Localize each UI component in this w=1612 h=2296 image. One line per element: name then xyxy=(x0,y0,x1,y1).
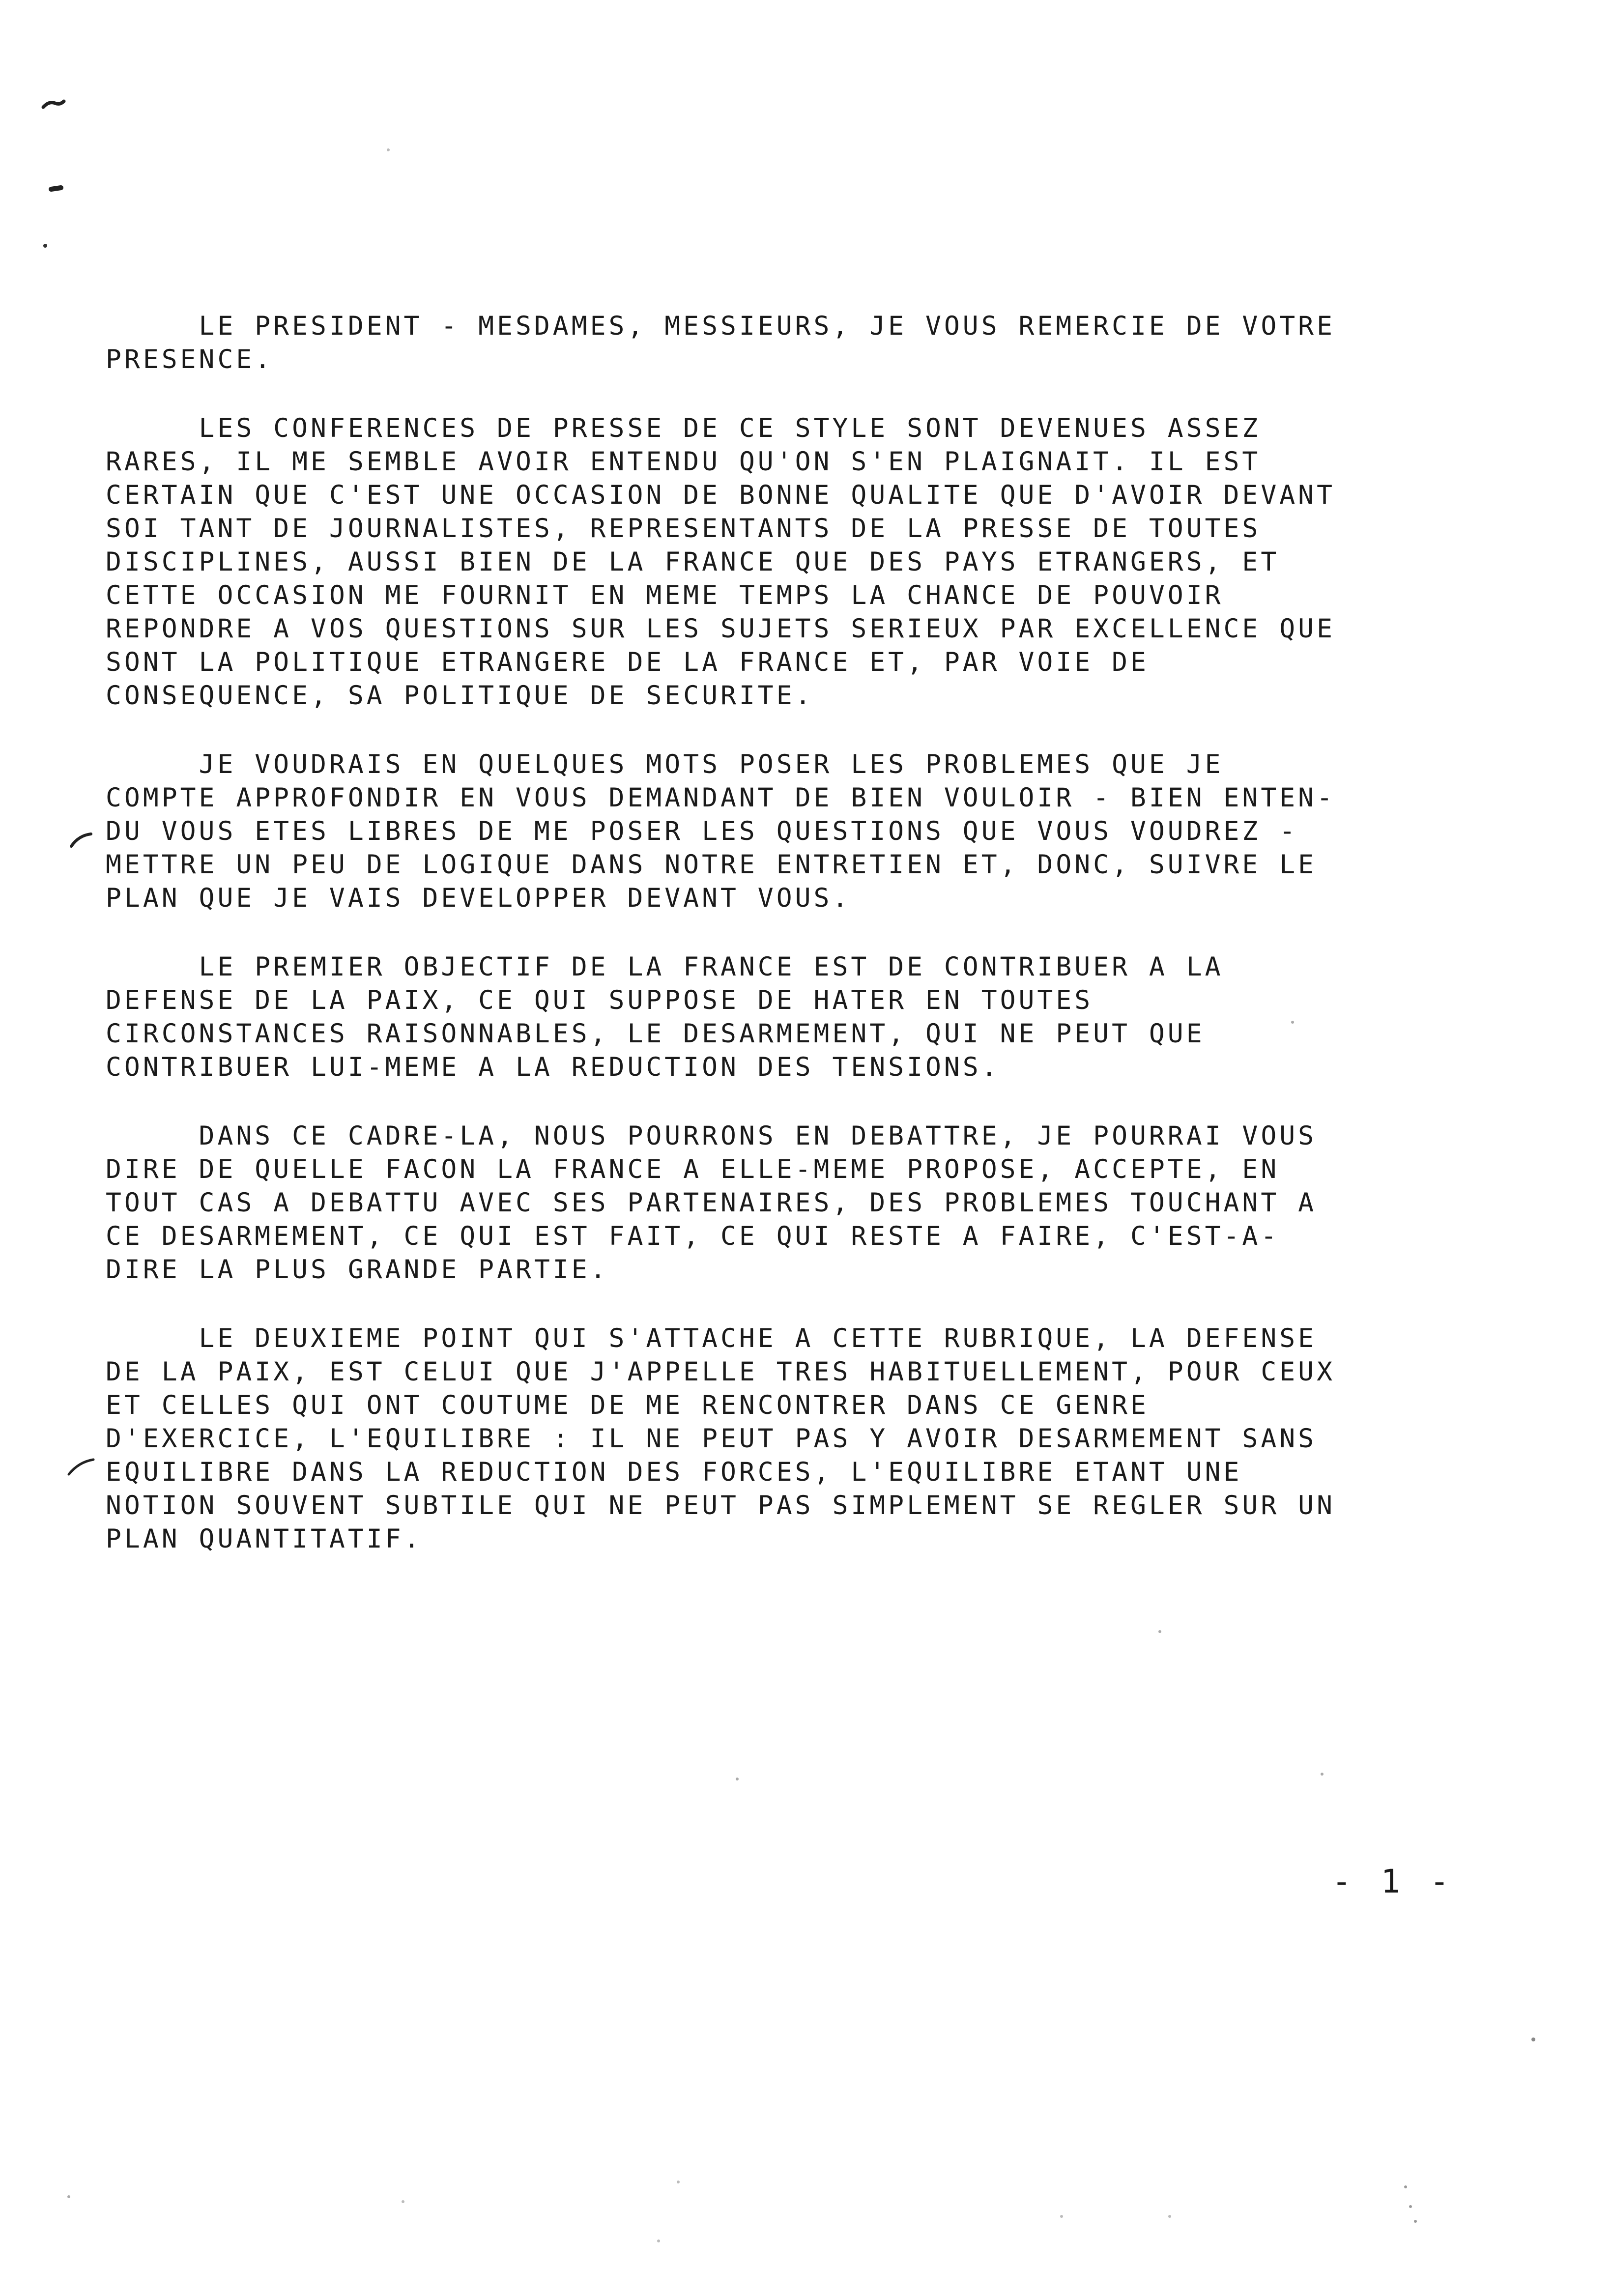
left-ink-dash xyxy=(51,188,61,189)
left-ink-dot xyxy=(43,244,47,248)
text-line: PRESENCE. xyxy=(106,344,274,374)
text-line: CONTRIBUER LUI-MEME A LA REDUCTION DES TENSIONS. xyxy=(106,1052,1000,1082)
speck xyxy=(67,2195,70,2198)
text-line: CIRCONSTANCES RAISONNABLES, LE DESARMEMENT, QUI NE PEUT QUE xyxy=(106,1019,1205,1049)
text-line: LE PREMIER OBJECTIF DE LA FRANCE EST DE CONTRIBUER A LA xyxy=(106,952,1224,982)
paragraph xyxy=(106,412,1344,713)
speck xyxy=(657,2239,660,2242)
speck xyxy=(1168,2215,1171,2218)
paragraph xyxy=(106,950,1344,1084)
text-line: JE VOUDRAIS EN QUELQUES MOTS POSER LES PROBLEMES QUE JE xyxy=(106,749,1224,779)
text-line: REPONDRE A VOS QUESTIONS SUR LES SUJETS SERIEUX PAR EXCELLENCE QUE xyxy=(106,614,1335,644)
bracket-mark-1 xyxy=(71,834,91,846)
speck xyxy=(1404,2185,1407,2188)
text-line: DU VOUS ETES LIBRES DE ME POSER LES QUESTIONS QUE VOUS VOUDREZ - xyxy=(106,816,1298,846)
paragraph xyxy=(106,1322,1344,1556)
speck xyxy=(402,2200,404,2203)
speck xyxy=(677,2181,680,2183)
bracket-mark-2 xyxy=(69,1460,93,1474)
speck xyxy=(1060,2215,1063,2218)
text-line: LE PRESIDENT - MESDAMES, MESSIEURS, JE VOUS REMERCIE DE VOTRE xyxy=(106,311,1335,341)
text-line: CETTE OCCASION ME FOURNIT EN MEME TEMPS LA CHANCE DE POUVOIR xyxy=(106,580,1224,610)
text-line: DIRE LA PLUS GRANDE PARTIE. xyxy=(106,1255,609,1285)
speck xyxy=(387,148,390,151)
text-line: METTRE UN PEU DE LOGIQUE DANS NOTRE ENTRETIEN ET, DONC, SUIVRE LE xyxy=(106,850,1317,880)
text-line: EQUILIBRE DANS LA REDUCTION DES FORCES, L'EQUILIBRE ETANT UNE xyxy=(106,1457,1242,1487)
text-line: SONT LA POLITIQUE ETRANGERE DE LA FRANCE ET, PAR VOIE DE xyxy=(106,647,1149,677)
text-line: PLAN QUANTITATIF. xyxy=(106,1524,423,1554)
text-line: DEFENSE DE LA PAIX, CE QUI SUPPOSE DE HATER EN TOUTES xyxy=(106,985,1094,1015)
text-line: TOUT CAS A DEBATTU AVEC SES PARTENAIRES, DES PROBLEMES TOUCHANT A xyxy=(106,1188,1317,1218)
text-line: ET CELLES QUI ONT COUTUME DE ME RENCONTRER DANS CE GENRE xyxy=(106,1390,1149,1420)
speck xyxy=(1414,2220,1417,2223)
text-line: CERTAIN QUE C'EST UNE OCCASION DE BONNE QUALITE QUE D'AVOIR DEVANT xyxy=(106,480,1335,510)
text-line: SOI TANT DE JOURNALISTES, REPRESENTANTS DE LA PRESSE DE TOUTES xyxy=(106,514,1261,544)
speck xyxy=(1321,1773,1324,1776)
speck xyxy=(1531,2038,1535,2041)
document-body xyxy=(106,310,1344,1591)
text-line: NOTION SOUVENT SUBTILE QUI NE PEUT PAS SIMPLEMENT SE REGLER SUR UN xyxy=(106,1491,1335,1521)
paragraph xyxy=(106,748,1344,915)
top-left-ink-mark xyxy=(43,101,64,107)
text-line: LE DEUXIEME POINT QUI S'ATTACHE A CETTE RUBRIQUE, LA DEFENSE xyxy=(106,1323,1317,1353)
speck xyxy=(1409,2205,1412,2208)
text-line: DE LA PAIX, EST CELUI QUE J'APPELLE TRES HABITUELLEMENT, POUR CEUX xyxy=(106,1357,1335,1387)
paragraph xyxy=(106,1119,1344,1287)
text-line: DIRE DE QUELLE FACON LA FRANCE A ELLE-MEME PROPOSE, ACCEPTE, EN xyxy=(106,1154,1280,1184)
text-line: RARES, IL ME SEMBLE AVOIR ENTENDU QU'ON S'EN PLAIGNAIT. IL EST xyxy=(106,447,1261,477)
text-line: CONSEQUENCE, SA POLITIQUE DE SECURITE. xyxy=(106,681,814,711)
text-line: PLAN QUE JE VAIS DEVELOPPER DEVANT VOUS. xyxy=(106,883,851,913)
text-line: DANS CE CADRE-LA, NOUS POURRONS EN DEBATTRE, JE POURRAI VOUS xyxy=(106,1121,1317,1151)
text-line: CE DESARMEMENT, CE QUI EST FAIT, CE QUI RESTE A FAIRE, C'EST-A- xyxy=(106,1221,1280,1251)
speck xyxy=(1158,1630,1161,1633)
text-line: D'EXERCICE, L'EQUILIBRE : IL NE PEUT PAS Y AVOIR DESARMEMENT SANS xyxy=(106,1424,1317,1454)
text-line: DISCIPLINES, AUSSI BIEN DE LA FRANCE QUE DES PAYS ETRANGERS, ET xyxy=(106,547,1280,577)
page-number: - 1 - xyxy=(1332,1863,1454,1900)
text-line: COMPTE APPROFONDIR EN VOUS DEMANDANT DE BIEN VOULOIR - BIEN ENTEN- xyxy=(106,783,1335,813)
text-line: LES CONFERENCES DE PRESSE DE CE STYLE SONT DEVENUES ASSEZ xyxy=(106,413,1261,443)
speck xyxy=(736,1778,739,1780)
paragraph xyxy=(106,310,1344,376)
